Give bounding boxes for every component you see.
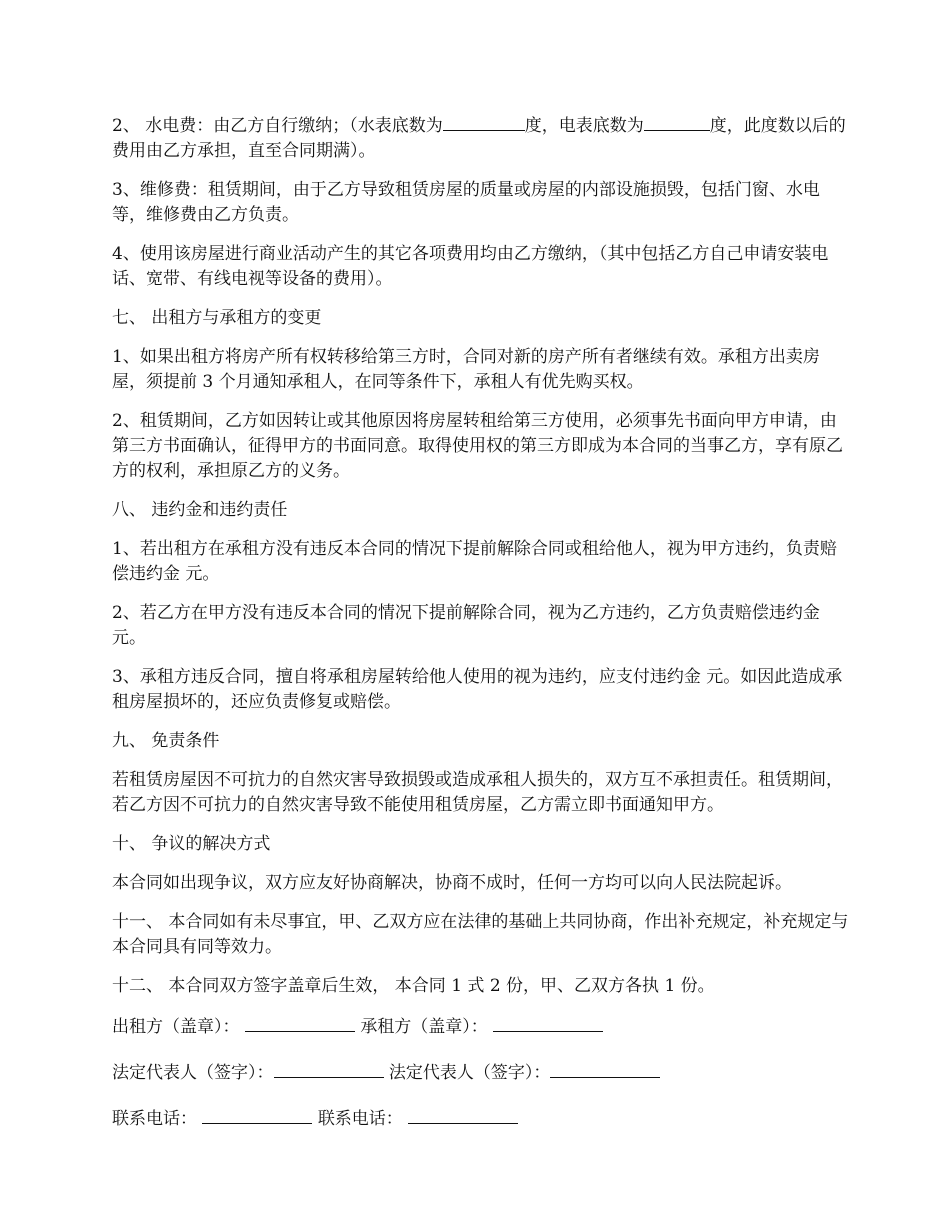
lessee-seal-blank[interactable] xyxy=(493,1013,603,1032)
section-10-item-1: 本合同如出现争议，双方应友好协商解决，协商不成时，任何一方均可以向人民法院起诉。 xyxy=(112,873,792,893)
section-7-item-2: 2、租赁期间，乙方如因转让或其他原因将房屋转租给第三方使用，必须事先书面向甲方申请，由第三方书面确认，征得甲方的书面同意。取得使用权的第三方即成为本合同的当事乙方，享有原乙方的权利，承担原乙方的义务。 xyxy=(112,411,843,481)
electric-meter-blank[interactable] xyxy=(644,112,710,131)
section-7-item-1: 1、如果出租方将房产所有权转移给第三方时，合同对新的房产所有者继续有效。承租方出卖房屋，须提前 3 个月通知承租人，在同等条件下，承租人有优先购买权。 xyxy=(112,347,820,392)
lessee-seal-label: 承租方（盖章）： xyxy=(360,1017,488,1037)
lessor-phone-label: 联系电话： xyxy=(112,1109,197,1129)
section-8-item-3: 3、承租方违反合同，擅自将承租房屋转给他人使用的视为违约，应支付违约金 元。如因此造成承租房屋损坏的，还应负责修复或赔偿。 xyxy=(112,667,843,712)
lessor-seal-blank[interactable] xyxy=(245,1013,355,1032)
phone-line xyxy=(112,1105,852,1132)
clause-utilities-part2: 度，电表底数为 xyxy=(524,116,644,136)
clause-repair: 3、维修费：租赁期间，由于乙方导致租赁房屋的质量或房屋的内部设施损毁，包括门窗、水电等，维修费由乙方负责。 xyxy=(112,180,820,225)
section-8-title: 八、 违约金和违约责任 xyxy=(112,500,288,520)
clause-utilities xyxy=(112,112,852,164)
seal-line xyxy=(112,1013,852,1040)
section-7-title: 七、 出租方与承租方的变更 xyxy=(112,308,322,328)
section-9-title: 九、 免责条件 xyxy=(112,731,220,751)
section-12: 十二、 本合同双方签字盖章后生效， 本合同 1 式 2 份，甲、乙双方各执 1 份。 xyxy=(112,976,715,996)
lessee-phone-blank[interactable] xyxy=(408,1105,518,1124)
lessor-seal-label: 出租方（盖章）： xyxy=(112,1017,240,1037)
clause-utilities-part3: 度，此度数以后的费用由乙方承担，直至合同期满）。 xyxy=(112,116,846,161)
section-8-item-2: 2、若乙方在甲方没有违反本合同的情况下提前解除合同，视为乙方违约，乙方负责赔偿违约金 元。 xyxy=(112,603,820,648)
section-8-item-1: 1、若出租方在承租方没有违反本合同的情况下提前解除合同或租给他人，视为甲方违约，负责赔偿违约金 元。 xyxy=(112,539,837,584)
clause-utilities-part1: 2、 水电费：由乙方自行缴纳；（水表底数为 xyxy=(112,116,443,136)
lessee-rep-label: 法定代表人（签字）： xyxy=(388,1063,551,1083)
lessee-phone-label: 联系电话： xyxy=(317,1109,403,1129)
section-9-item-1: 若租赁房屋因不可抗力的自然灾害导致损毁或造成承租人损失的，双方互不承担责任。租赁期间，若乙方因不可抗力的自然灾害导致不能使用租赁房屋，乙方需立即书面通知甲方。 xyxy=(112,770,843,815)
section-10-title: 十、 争议的解决方式 xyxy=(112,834,271,854)
lessee-rep-blank[interactable] xyxy=(550,1059,660,1078)
lessor-rep-blank[interactable] xyxy=(274,1059,384,1078)
lessor-phone-blank[interactable] xyxy=(202,1105,312,1124)
section-11: 十一、 本合同如有未尽事宜，甲、乙双方应在法律的基础上共同协商，作出补充规定，补充规定与本合同具有同等效力。 xyxy=(112,912,849,957)
representative-line xyxy=(112,1059,852,1086)
lessor-rep-label: 法定代表人（签字）： xyxy=(112,1063,274,1083)
water-meter-blank[interactable] xyxy=(443,112,525,131)
clause-other-fees: 4、使用该房屋进行商业活动产生的其它各项费用均由乙方缴纳，（其中包括乙方自己申请安装电话、宽带、有线电视等设备的费用）。 xyxy=(112,244,829,289)
contract-page xyxy=(112,112,852,1151)
